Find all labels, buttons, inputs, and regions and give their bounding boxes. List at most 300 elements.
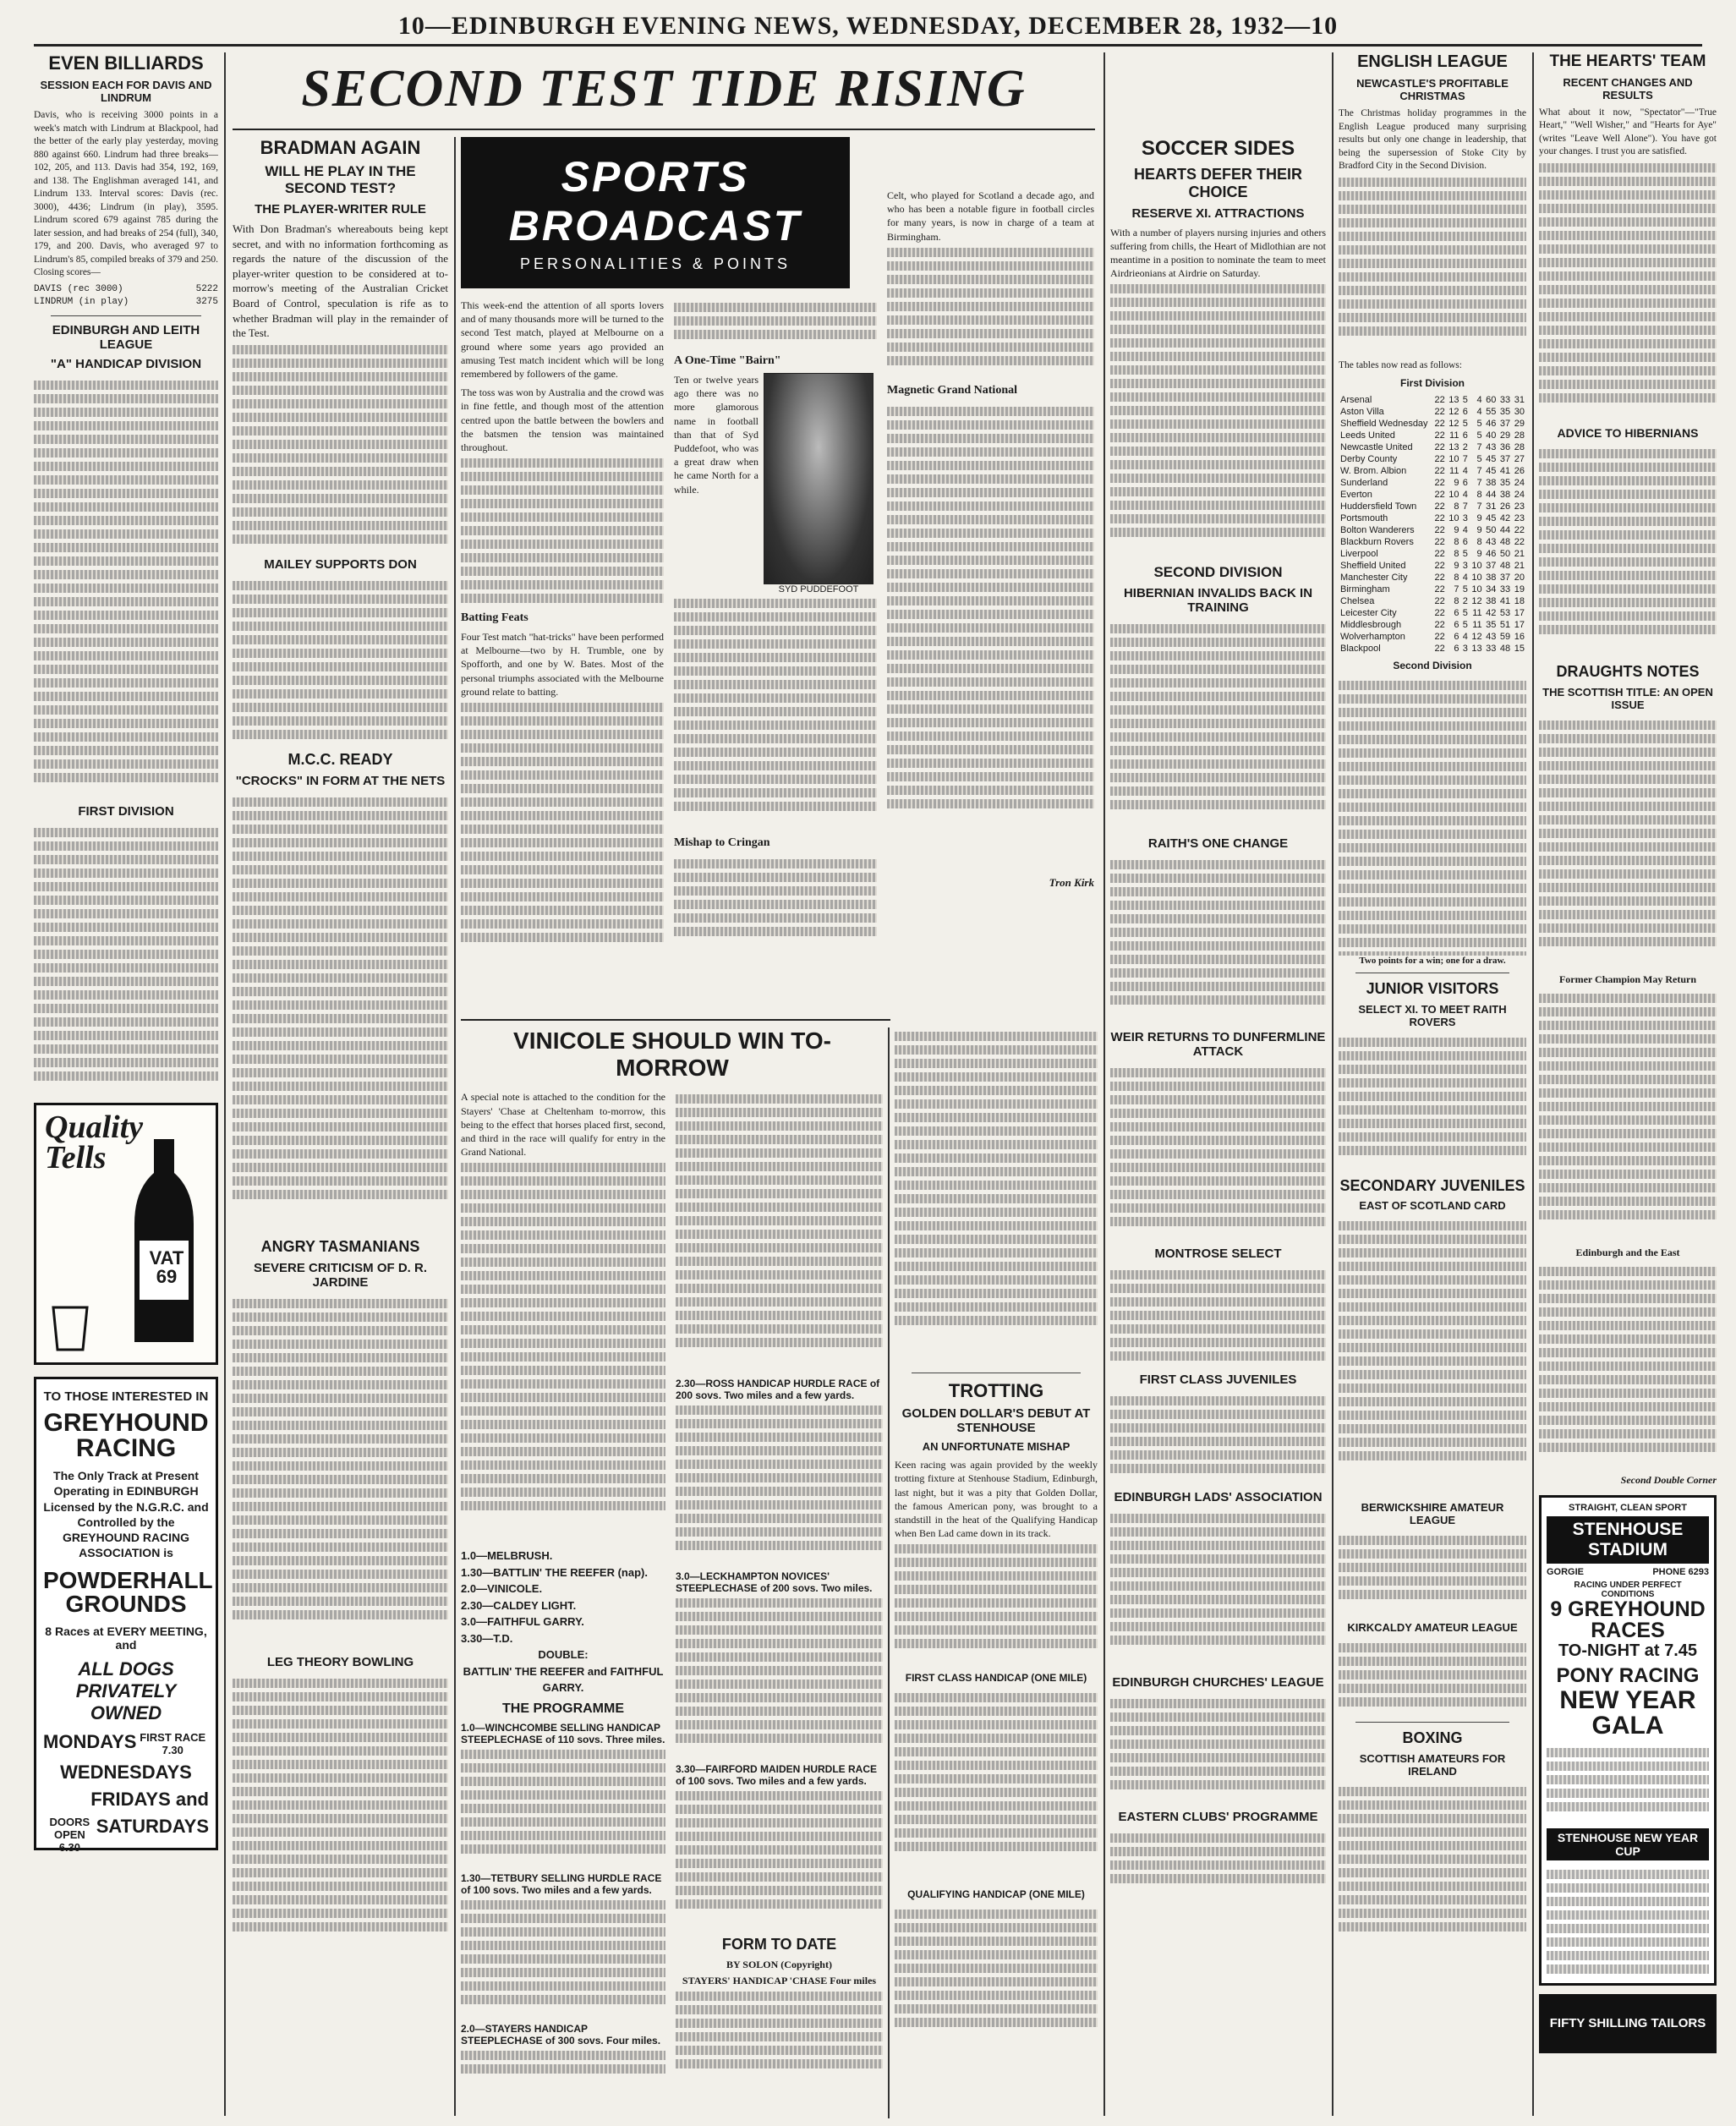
table-cell: 33 (1486, 644, 1497, 655)
churches-heading: EDINBURGH CHURCHES' LEAGUE (1112, 1675, 1324, 1690)
churches-body (1110, 1695, 1326, 1805)
montrose-heading: MONTROSE SELECT (1154, 1247, 1282, 1262)
team-name: Arsenal (1340, 395, 1372, 406)
table-cell: 20 (1514, 573, 1525, 584)
east-card-heading: EAST OF SCOTLAND CARD (1359, 1199, 1506, 1213)
broadcast-body-a (461, 454, 664, 606)
table-cell: 22 (1434, 573, 1445, 584)
stenhouse-name: STENHOUSE STADIUM (1547, 1516, 1709, 1564)
table-cell: 10 (1471, 573, 1482, 584)
bairn-heading: A One-Time "Bairn" (674, 354, 781, 367)
advert-saturdays: SATURDAYS (96, 1816, 209, 1838)
table-cell: 43 (1486, 537, 1497, 548)
form-heading: FORM TO DATE (721, 1936, 837, 1953)
table-cell: 22 (1514, 537, 1525, 548)
table-cell: 8 (1454, 537, 1459, 548)
race-2: 1.30—TETBURY SELLING HURDLE RACE of 100 sovs. Two miles and a few yards. (461, 1871, 662, 1896)
table-cell: 51 (1499, 620, 1511, 631)
hibs-heading: HIBERNIAN INVALIDS BACK IN TRAINING (1123, 586, 1313, 616)
team-name: Middlesbrough (1340, 620, 1402, 631)
first-division-table-title: First Division (1399, 377, 1465, 390)
table-cell: 5 (1462, 620, 1468, 631)
double-text: BATTLIN' THE REEFER and FAITHFUL GARRY. (463, 1664, 664, 1695)
table-row (1339, 501, 1526, 512)
race-3: 2.0—STAYERS HANDICAP STEEPLECHASE of 300 sovs. Four miles. (461, 2022, 661, 2047)
table-cell: 6 (1454, 620, 1459, 631)
table-cell: 6 (1454, 644, 1459, 655)
sports-broadcast (461, 137, 1095, 1012)
column-rule (454, 137, 456, 2116)
table-cell: 23 (1514, 501, 1525, 512)
column-rule (1332, 52, 1333, 2116)
table-cell: 5 (1476, 430, 1482, 441)
trotting-top-results (895, 1027, 1098, 1366)
kirkcaldy-table (1339, 1639, 1526, 1715)
table-cell: 22 (1434, 395, 1445, 406)
table-cell: 10 (1471, 561, 1482, 572)
mishap-heading: Mishap to Cringan (674, 836, 770, 849)
table-cell: 10 (1448, 454, 1459, 465)
hearts-sub: RECENT CHANGES AND RESULTS (1563, 75, 1693, 101)
team-name: Chelsea (1340, 596, 1375, 607)
advert-first-race: FIRST RACE 7.30 (140, 1731, 206, 1757)
stenhouse-cup: STENHOUSE NEW YEAR CUP (1547, 1828, 1709, 1860)
table-row (1339, 453, 1526, 465)
table-cell: 17 (1514, 620, 1525, 631)
crocks-body (233, 793, 448, 1233)
table-cell: 7 (1476, 466, 1482, 477)
advert-doors: DOORS OPEN 6.30 (49, 1816, 90, 1855)
lads-body (1110, 1510, 1326, 1670)
table-cell: 33 (1499, 584, 1511, 595)
table-cell: 28 (1514, 442, 1525, 453)
former-body (1539, 989, 1717, 1243)
table-cell: 11 (1472, 620, 1482, 631)
first-division-results (34, 824, 218, 1094)
advert-meeting: 8 Races at EVERY MEETING, and (45, 1625, 207, 1652)
qualifying-handicap: QUALIFYING HANDICAP (ONE MILE) (907, 1888, 1085, 1901)
table-cell: 9 (1476, 525, 1482, 536)
table-cell: 7 (1462, 501, 1468, 512)
east-card-body (1339, 1217, 1526, 1496)
table-row (1339, 441, 1526, 453)
table-cell: 19 (1514, 584, 1525, 595)
soccer-column (1110, 52, 1326, 2116)
table-cell: 22 (1434, 430, 1445, 441)
crocks-heading: "CROCKS" IN FORM AT THE NETS (235, 773, 446, 788)
table-cell: 22 (1434, 525, 1445, 536)
soccer-sub1: HEARTS DEFER THEIR CHOICE (1133, 165, 1302, 200)
race-5-entries (676, 1594, 883, 1763)
advert-wednesdays: WEDNESDAYS (60, 1762, 192, 1784)
table-row (1339, 607, 1526, 619)
table-cell: 8 (1454, 549, 1459, 560)
team-name: Liverpool (1340, 549, 1378, 560)
table-cell: 34 (1486, 584, 1497, 595)
team-name: Derby County (1340, 454, 1398, 465)
table-cell: 6 (1462, 478, 1468, 489)
table-cell: 9 (1476, 513, 1482, 524)
table-cell: 11 (1472, 608, 1482, 619)
form-body (676, 1987, 883, 2080)
tailors-advert (1539, 1994, 1717, 2053)
tables-intro: The tables now read as follows: (1339, 359, 1462, 370)
table-cell: 12 (1471, 596, 1482, 607)
race-1-entries (461, 1745, 665, 1872)
soccer-sub2: RESERVE XI. ATTRACTIONS (1131, 205, 1305, 221)
table-cell: 22 (1434, 419, 1445, 430)
race-3-entries-cont (676, 1090, 883, 1378)
team-name: Leeds United (1340, 430, 1395, 441)
team-name: Wolverhampton (1340, 632, 1405, 643)
table-cell: 9 (1454, 561, 1459, 572)
edinburgh-east-body (1539, 1263, 1717, 1474)
table-cell: 38 (1486, 573, 1497, 584)
billiards-scores (34, 283, 218, 309)
weir-heading: WEIR RETURNS TO DUNFERMLINE ATTACK (1110, 1030, 1326, 1060)
table-row (1339, 524, 1526, 536)
table-cell: 22 (1434, 466, 1445, 477)
team-name: Leicester City (1340, 608, 1397, 619)
berwickshire-table (1339, 1531, 1526, 1616)
left-column (34, 52, 218, 2116)
billiards-subtitle: SESSION EACH FOR DAVIS AND LINDRUM (40, 79, 212, 105)
raith-heading: RAITH'S ONE CHANGE (1147, 836, 1289, 852)
advice-heading: ADVICE TO HIBERNIANS (1557, 425, 1699, 440)
hearts-body (1539, 159, 1717, 421)
table-cell: 50 (1499, 549, 1511, 560)
race-6: 3.30—FAIRFORD MAIDEN HURDLE RACE of 100 sovs. Two miles and a few yards. (676, 1763, 878, 1788)
bradman-column (233, 137, 448, 2116)
table-cell: 55 (1486, 407, 1497, 418)
selection-2: 1.30—BATTLIN' THE REEFER (nap). (461, 1565, 648, 1579)
table-cell: 38 (1486, 596, 1497, 607)
table-cell: 24 (1514, 490, 1525, 501)
table-cell: 8 (1476, 490, 1482, 501)
stenhouse-gorgie: GORGIE (1547, 1566, 1585, 1577)
broadcast-text2: The toss was won by Australia and the crowd was in fine fettle, and though most of the attention centred upon the battle between the bowlers and the batsmen the tension was maintained throughout. (461, 386, 664, 453)
table-cell: 22 (1434, 584, 1445, 595)
handicap-title: "A" HANDICAP DIVISION (50, 357, 202, 372)
hearts-text: What about it now, "Spectator"—"True Heart," "Well Wisher," and "Hearts for Aye" (writes "Leave Well Alone"). You have got your changes. I trust you are satisfied. (1539, 107, 1717, 157)
team-name: Everton (1340, 490, 1372, 501)
form-subheading: STAYERS' HANDICAP 'CHASE Four miles (682, 1975, 877, 1987)
table-cell: 22 (1434, 632, 1445, 643)
table-cell: 7 (1454, 584, 1459, 595)
soccer-body (1110, 280, 1326, 559)
draughts-sub: THE SCOTTISH TITLE: AN OPEN ISSUE (1542, 685, 1713, 711)
broadcast-signoff: Tron Kirk (1049, 875, 1094, 889)
team-name: Newcastle United (1340, 442, 1413, 453)
broadcast-title: SPORTS BROADCAST (508, 153, 802, 249)
table-cell: 45 (1486, 454, 1497, 465)
table-cell: 21 (1514, 549, 1525, 560)
jardine-body (233, 1295, 448, 1650)
table-cell: 22 (1434, 407, 1445, 418)
table-cell: 26 (1499, 501, 1511, 512)
bradman-body (233, 341, 448, 552)
masthead: 10—EDINBURGH EVENING NEWS, WEDNESDAY, DECEMBER 28, 1932—10 (397, 12, 1339, 40)
table-cell: 35 (1499, 407, 1511, 418)
stenhouse-pony: PONY RACING (1556, 1663, 1700, 1687)
broadcast-body-b (461, 699, 664, 952)
junior-body (1339, 1033, 1526, 1177)
broadcast-subtitle: PERSONALITIES & POINTS (519, 255, 791, 272)
weir-body (1110, 1064, 1326, 1241)
team-name: Bolton Wanderers (1340, 525, 1415, 536)
race-6-entries (676, 1787, 883, 1931)
league-results-block (34, 376, 218, 799)
table-cell: 4 (1476, 395, 1482, 406)
advert-dogs: ALL DOGS PRIVATELY OWNED (75, 1658, 177, 1724)
race-4: 2.30—ROSS HANDICAP HURDLE RACE of 200 sovs. Two miles and a few yards. (676, 1378, 880, 1402)
table-cell: 6 (1462, 407, 1468, 418)
selection-3: 2.0—VINICOLE. (461, 1582, 543, 1596)
table-cell: 35 (1486, 620, 1497, 631)
table-cell: 9 (1476, 549, 1482, 560)
table-cell: 6 (1462, 537, 1468, 548)
table-cell: 46 (1486, 549, 1497, 560)
table-cell: 5 (1462, 419, 1468, 430)
score-davis-label: DAVIS (rec 3000) (34, 284, 123, 294)
table-cell: 8 (1476, 537, 1482, 548)
broadcast-body-f (887, 244, 1094, 379)
glass-icon (45, 1303, 96, 1354)
tailors-name: FIFTY SHILLING TAILORS (1549, 2016, 1706, 2031)
table-cell: 42 (1486, 608, 1497, 619)
table-cell: 38 (1486, 478, 1497, 489)
magnetic-heading: Magnetic Grand National (887, 383, 1017, 397)
stenhouse-details (1547, 1744, 1709, 1828)
whisky-bottle-icon (118, 1139, 211, 1351)
first-class-results (895, 1689, 1098, 1883)
english-body (1339, 173, 1526, 359)
edinburgh-east-heading: Edinburgh and the East (1575, 1246, 1680, 1258)
vinicole-title: VINICOLE SHOULD WIN TO-MORROW (513, 1027, 831, 1082)
table-cell: 30 (1514, 407, 1525, 418)
table-cell: 12 (1448, 407, 1459, 418)
table-cell: 9 (1454, 525, 1459, 536)
mailey-heading: MAILEY SUPPORTS DON (264, 556, 417, 572)
table-cell: 2 (1462, 442, 1468, 453)
table-cell: 48 (1499, 561, 1511, 572)
table-row (1339, 477, 1526, 489)
table-cell: 4 (1462, 573, 1468, 584)
trotting-body (895, 1540, 1098, 1667)
table-cell: 11 (1449, 430, 1459, 441)
mailey-body (233, 577, 448, 746)
first-division-title: FIRST DIVISION (78, 804, 174, 819)
trotting-sub2: AN UNFORTUNATE MISHAP (922, 1440, 1071, 1454)
bradman-text: With Don Bradman's whereabouts being kept secret, and with no information forthcoming as regards the nature of the discussion of the player-writer question to be considered at to-morrow's meeting of the Australian Cricket Board of Control, speculation is rife as to whether Bradman will play in the remainder of the Test. (233, 222, 448, 340)
table-cell: 41 (1499, 596, 1511, 607)
boxing-heading: BOXING (1402, 1729, 1463, 1747)
two-points-note: Two points for a win; one for a draw. (1359, 956, 1506, 967)
table-row (1339, 631, 1526, 643)
race-3-entries (461, 2047, 665, 2080)
table-cell: 22 (1434, 490, 1445, 501)
stenhouse-races: 9 GREYHOUND RACES (1550, 1597, 1706, 1642)
junior-heading: JUNIOR VISITORS (1366, 980, 1499, 998)
table-row (1339, 512, 1526, 524)
table-cell: 43 (1486, 442, 1497, 453)
second-division-table-title: Second Division (1393, 660, 1472, 672)
table-cell: 5 (1476, 454, 1482, 465)
table-cell: 13 (1471, 644, 1482, 655)
programme-heading: THE PROGRAMME (502, 1701, 624, 1716)
puddefoot-photo (764, 373, 873, 584)
eastern-heading: EASTERN CLUBS' PROGRAMME (1118, 1810, 1318, 1825)
table-cell: 50 (1486, 525, 1497, 536)
billiards-title: EVEN BILLIARDS (48, 52, 204, 74)
score-davis-value: 5222 (195, 284, 218, 294)
vinicole-section (461, 1027, 884, 2118)
table-row (1339, 430, 1526, 441)
qualifying-results (895, 1905, 1098, 2058)
table-cell: 4 (1462, 490, 1468, 501)
team-name: Blackpool (1340, 644, 1381, 655)
table-row (1339, 536, 1526, 548)
team-name: Sheffield Wednesday (1340, 419, 1428, 430)
team-name: Portsmouth (1340, 513, 1388, 524)
team-name: Huddersfield Town (1340, 501, 1417, 512)
table-cell: 37 (1499, 454, 1511, 465)
table-cell: 7 (1462, 454, 1468, 465)
selection-6: 3.30—T.D. (461, 1631, 513, 1645)
bradman-sub2: THE PLAYER-WRITER RULE (255, 202, 426, 217)
broadcast-text1: This week-end the attention of all sports lovers and of many thousands more will be turned to the second Test match, played at Melbourne on a ground where some years ago provided an amusing Test match incident which will be long remembered by followers of the game. (461, 299, 664, 380)
score-lindrum-label: LINDRUM (in play) (34, 296, 129, 307)
race-2-entries (461, 1896, 665, 2023)
table-cell: 18 (1514, 596, 1525, 607)
leg-theory-body (233, 1674, 448, 1962)
table-cell: 2 (1462, 596, 1468, 607)
table-cell: 13 (1448, 395, 1459, 406)
table-cell: 29 (1499, 430, 1511, 441)
english-sub: NEWCASTLE'S PROFITABLE CHRISTMAS (1356, 77, 1509, 102)
table-cell: 3 (1462, 644, 1468, 655)
table-row (1339, 643, 1526, 655)
section-rule (461, 1019, 890, 1021)
table-cell: 40 (1486, 430, 1497, 441)
broadcast-text4: Ten or twelve years ago there was no more glamorous name in football than that of Syd Puddefoot, who was a great draw when he came North for a while. (674, 374, 758, 496)
table-cell: 11 (1449, 466, 1459, 477)
table-cell: 12 (1471, 632, 1482, 643)
junior-sub: SELECT XI. TO MEET RAITH ROVERS (1358, 1002, 1507, 1028)
team-name: Aston Villa (1340, 407, 1384, 418)
table-cell: 38 (1499, 490, 1511, 501)
stenhouse-phone: PHONE 6293 (1652, 1566, 1709, 1577)
table-cell: 7 (1476, 478, 1482, 489)
broadcast-body-e (674, 855, 877, 956)
table-cell: 10 (1448, 513, 1459, 524)
table-cell: 22 (1434, 478, 1445, 489)
juveniles-body (1110, 1392, 1326, 1485)
table-cell: 27 (1514, 454, 1525, 465)
tasmanians-heading: ANGRY TASMANIANS (260, 1237, 420, 1255)
raith-body (1110, 856, 1326, 1025)
trotting-title: TROTTING (948, 1380, 1044, 1401)
selection-5: 3.0—FAITHFUL GARRY. (461, 1615, 584, 1629)
stenhouse-perfect: RACING UNDER PERFECT CONDITIONS (1574, 1580, 1682, 1599)
lads-heading: EDINBURGH LADS' ASSOCIATION (1114, 1490, 1323, 1505)
table-cell: 22 (1434, 596, 1445, 607)
table-cell: 9 (1454, 478, 1459, 489)
table-cell: 22 (1434, 442, 1445, 453)
secondary-heading: SECONDARY JUVENILES (1339, 1176, 1525, 1194)
stenhouse-top: STRAIGHT, CLEAN SPORT (1569, 1502, 1687, 1513)
table-cell: 22 (1514, 525, 1525, 536)
table-cell: 41 (1499, 466, 1511, 477)
masthead-rule (34, 44, 1702, 47)
team-name: Blackburn Rovers (1340, 537, 1414, 548)
table-cell: 12 (1448, 419, 1459, 430)
table-cell: 10 (1448, 490, 1459, 501)
table-cell: 37 (1499, 419, 1511, 430)
table-cell: 5 (1462, 608, 1468, 619)
bradman-title: BRADMAN AGAIN (260, 137, 421, 158)
table-row (1339, 548, 1526, 560)
selection-1: 1.0—MELBRUSH. (461, 1549, 553, 1563)
table-cell: 46 (1486, 419, 1497, 430)
table-cell: 6 (1462, 430, 1468, 441)
table-cell: 43 (1486, 632, 1497, 643)
double-label: DOUBLE: (538, 1648, 589, 1662)
table-cell: 10 (1471, 584, 1482, 595)
draughts-heading: DRAUGHTS NOTES (1556, 662, 1700, 680)
team-name: Sunderland (1340, 478, 1388, 489)
vat69-slogan: Quality Tells (45, 1110, 144, 1176)
table-cell: 28 (1514, 430, 1525, 441)
table-cell: 15 (1514, 644, 1525, 655)
table-cell: 48 (1499, 644, 1511, 655)
first-class-handicap: FIRST CLASS HANDICAP (ONE MILE) (905, 1672, 1087, 1685)
draughts-body (1539, 716, 1717, 970)
first-division-table (1339, 394, 1526, 655)
leg-theory-heading: LEG THEORY BOWLING (266, 1654, 414, 1669)
table-cell: 22 (1434, 537, 1445, 548)
broadcast-text3: Four Test match "hat-tricks" have been performed at Melbourne—two by H. Trumble, one by Spofforth, and one by W. Bates. Most of the personal triumphs associated with the Melbourne ground relate to batting. (461, 631, 664, 698)
main-banner-headline: SECOND TEST TIDE RISING (301, 60, 1027, 118)
table-cell: 44 (1486, 490, 1497, 501)
kirkcaldy-heading: KIRKCALDY AMATEUR LEAGUE (1347, 1621, 1518, 1635)
former-heading: Former Champion May Return (1558, 973, 1697, 985)
team-name: Sheffield United (1340, 561, 1406, 572)
table-cell: 4 (1462, 632, 1468, 643)
boxing-body (1339, 1783, 1526, 1952)
table-row (1339, 465, 1526, 477)
column-rule (224, 52, 226, 2116)
table-cell: 53 (1499, 608, 1511, 619)
column-rule (1532, 52, 1534, 2116)
stenhouse-tonight: TO-NIGHT at 7.45 (1558, 1641, 1698, 1660)
table-cell: 48 (1499, 537, 1511, 548)
powderhall-advert (34, 1377, 218, 1855)
table-cell: 24 (1514, 478, 1525, 489)
table-cell: 3 (1462, 513, 1468, 524)
broadcast-body-c (674, 299, 877, 349)
table-cell: 4 (1476, 407, 1482, 418)
table-row (1339, 489, 1526, 501)
broadcast-body-g (887, 403, 1094, 876)
table-cell: 33 (1499, 395, 1511, 406)
table-cell: 36 (1499, 442, 1511, 453)
team-name: Birmingham (1340, 584, 1390, 595)
hearts-title: THE HEARTS' TEAM (1549, 52, 1706, 70)
table-cell: 8 (1454, 573, 1459, 584)
league-title: EDINBURGH AND LEITH LEAGUE (52, 322, 200, 352)
table-row (1339, 560, 1526, 572)
